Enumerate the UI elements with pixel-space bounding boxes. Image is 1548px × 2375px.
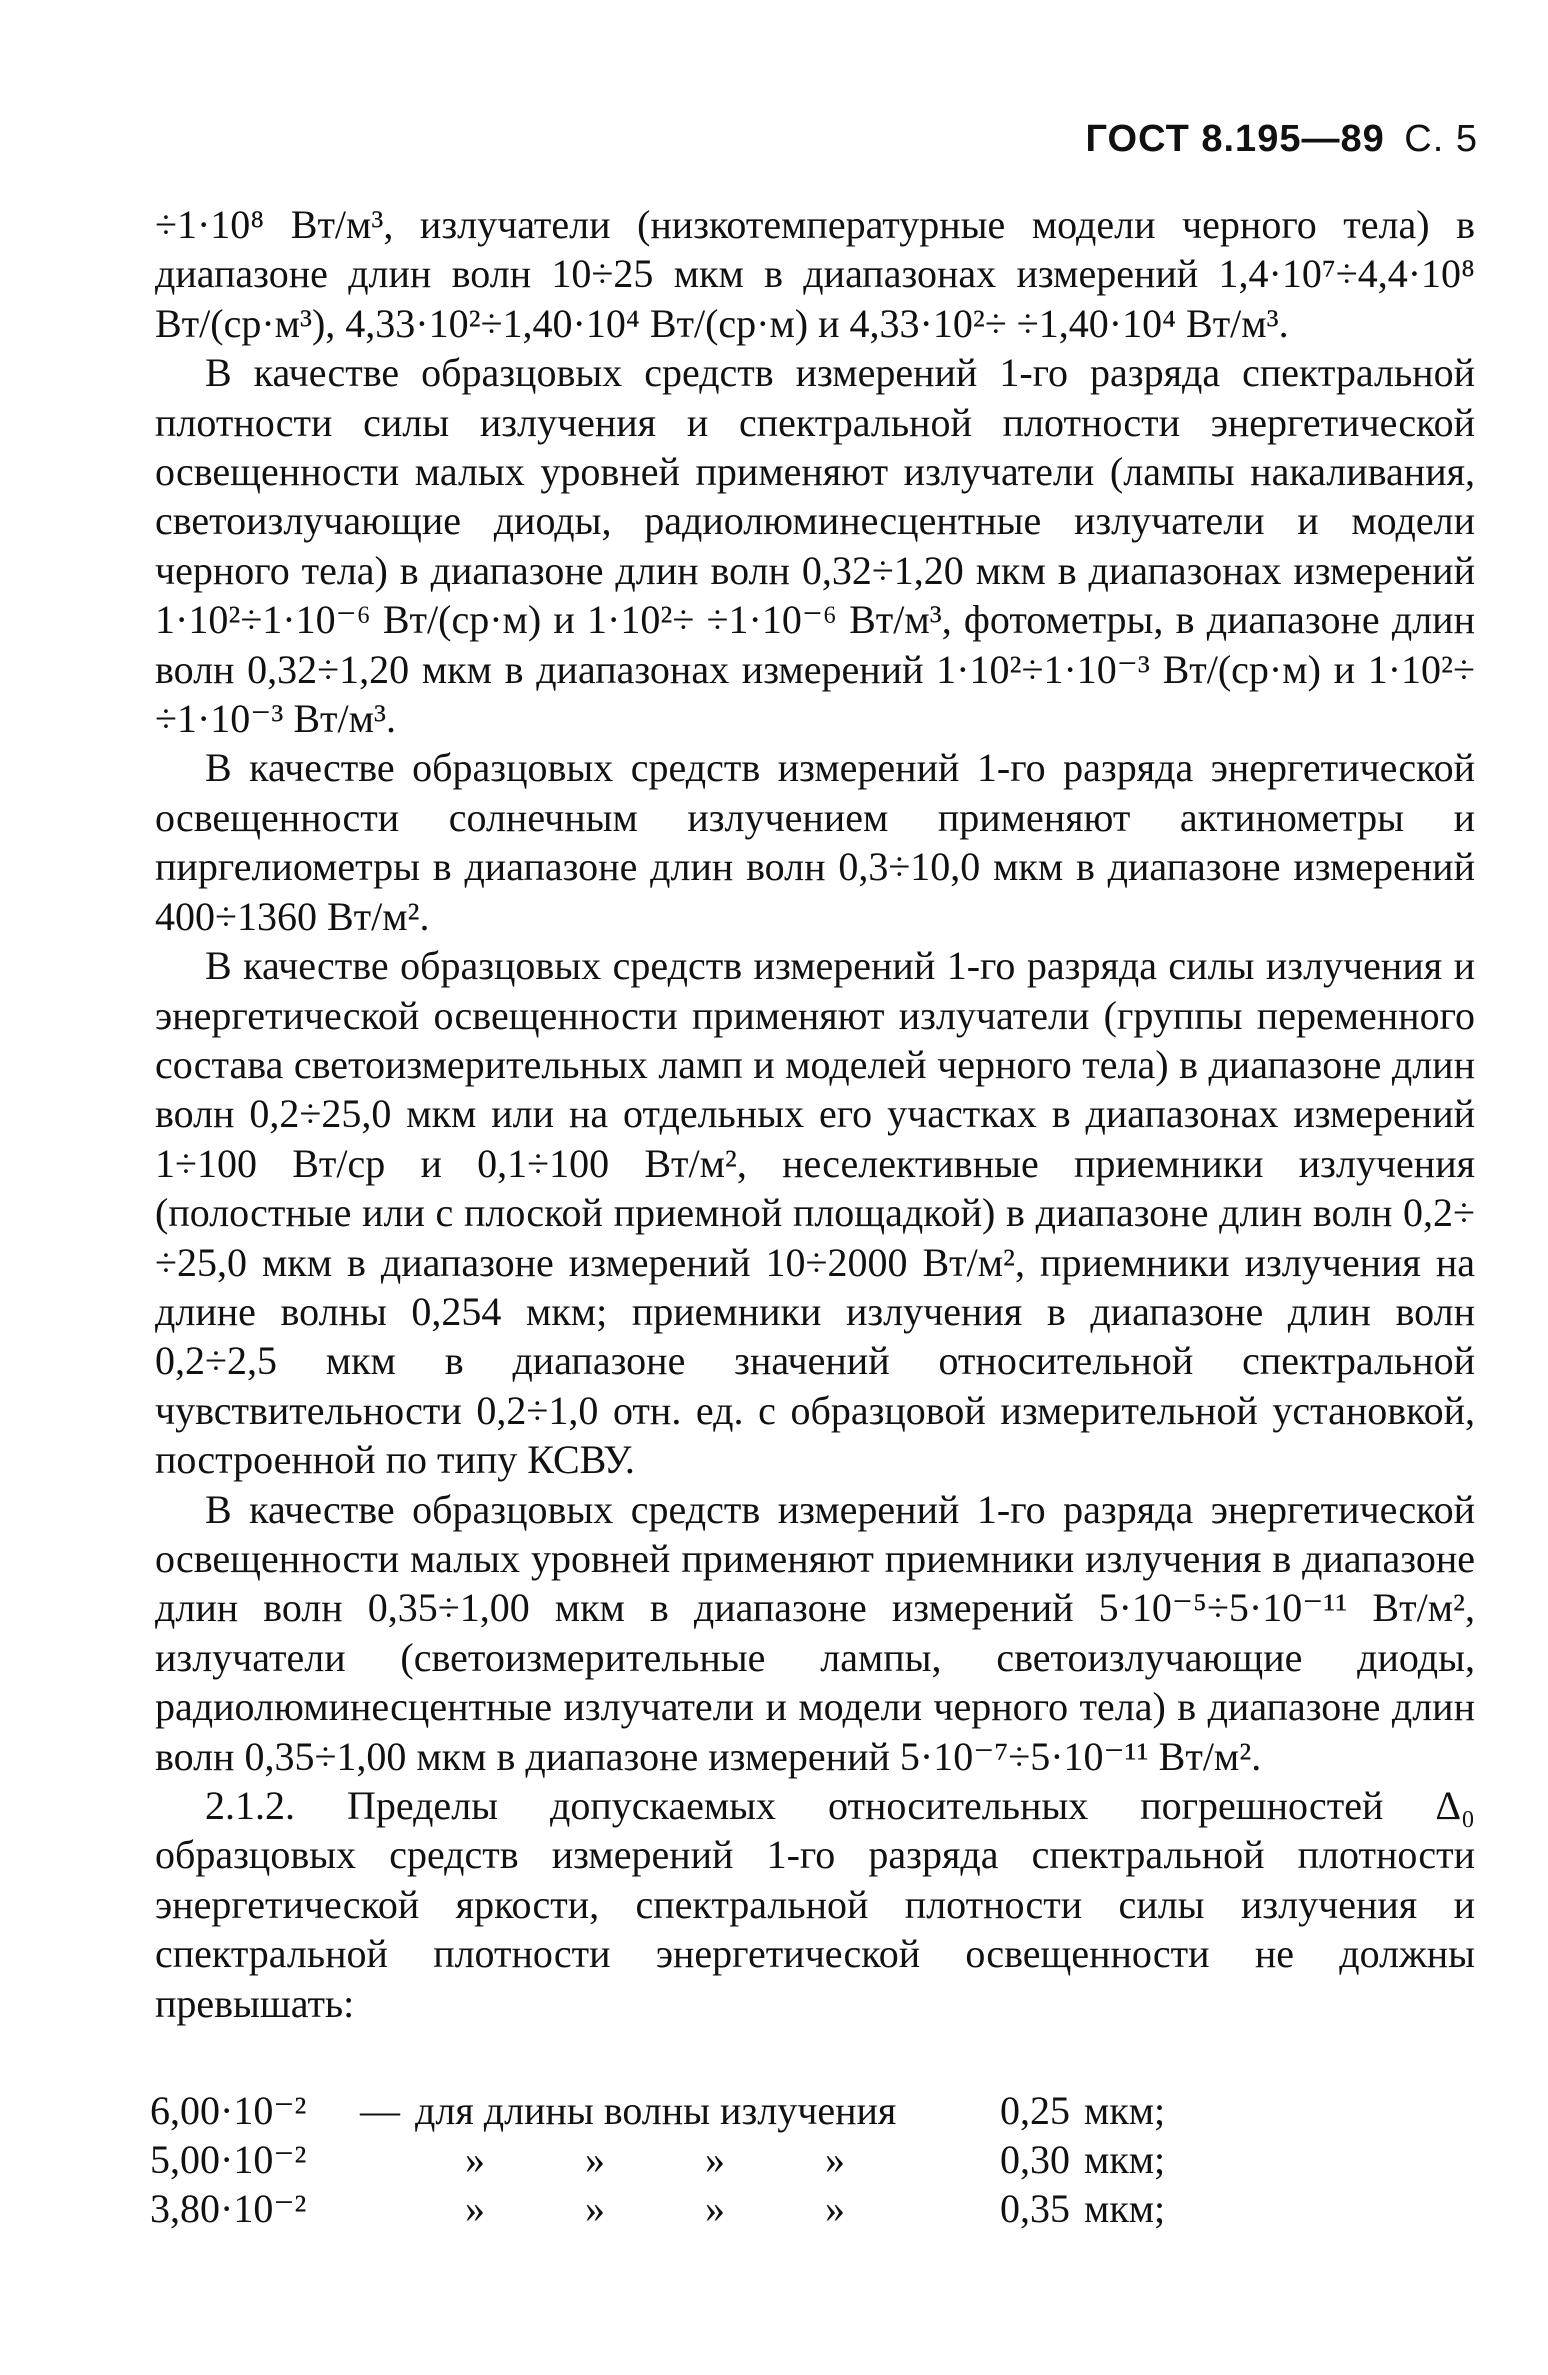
- ditto-mark: »: [585, 2137, 605, 2182]
- body-text: [155, 200, 1475, 2028]
- limit-unit: мкм;: [1084, 2186, 1166, 2231]
- page-header: [1086, 118, 1479, 161]
- paragraph-solar-irradiance: В качестве образцовых средств измерений 1-го разряда энергетической освещенности солнечным излучением применяют актинометры и пиргелиометры в диапазоне длин волн 0,3÷10,0 мкм в диапазоне измерений 400÷1360 Вт/м².: [155, 745, 1475, 939]
- paragraph-radiant-intensity: В качестве образцовых средств измерений 1-го разряда силы излучения и энергетической освещенности применяют излучатели (группы переменного состава светоизмерительных ламп и моделей черного тела) в диапазоне длин волн 0,2÷25,0 мкм или на отдельных его участках в диапазонах измерений 1÷100 Вт/ср и 0,1÷100 Вт/м², неселективные приемники излучения (полостные или с плоской приемной площадкой) в диапазоне длин волн 0,2÷ ÷25,0 мкм в диапазоне измерений 10÷2000 Вт/м², приемники излучения на длине волны 0,254 мкм; приемники излучения в диапазоне длин волн 0,2÷2,5 мкм в диапазоне значений относительной спектральной чувствительности 0,2÷1,0 отн. ед. с образцовой измерительной установкой, построенной по типу КСВУ.: [155, 943, 1475, 1483]
- ditto-mark: »: [705, 2137, 725, 2182]
- paragraph-2-1-2: 2.1.2. Пределы допускаемых относительных погрешностей Δ₀ образцовых средств измерений 1-го разряда спектральной плотности энергетической яркости, спектральной плотности силы излучения и спектральной плотности энергетической освещенности не должны превышать:: [155, 1783, 1475, 2026]
- ditto-marks: [415, 2135, 970, 2184]
- paragraph-continuation: ÷1·10⁸ Вт/м³, излучатели (низкотемпературные модели черного тела) в диапазоне длин волн 10÷25 мкм в диапазонах измерений 1,4·10⁷÷4,4·10⁸ Вт/(ср·м³), 4,33·10²÷1,40·10⁴ Вт/(ср·м) и 4,33·10²÷ ÷1,40·10⁴ Вт/м³.: [155, 202, 1475, 346]
- limit-row: [150, 2184, 1194, 2233]
- ditto-mark: »: [825, 2137, 845, 2182]
- paragraph-spectral-intensity: В качестве образцовых средств измерений 1-го разряда спектральной плотности силы излучения и спектральной плотности энергетической освещенности малых уровней применяют излучатели (лампы накаливания, светоизлучающие диоды, радиолюминесцентные излучатели и модели черного тела) в диапазоне длин волн 0,32÷1,20 мкм в диапазонах измерений 1·10²÷1·10⁻⁶ Вт/(ср·м) и 1·10²÷ ÷1·10⁻⁶ Вт/м³, фотометры, в диапазоне длин волн 0,32÷1,20 мкм в диапазонах измерений 1·10²÷1·10⁻³ Вт/(ср·м) и 1·10²÷ ÷1·10⁻³ Вт/м³.: [155, 350, 1475, 742]
- limit-dash: —: [360, 2088, 400, 2133]
- limit-row: [150, 2086, 1194, 2135]
- limit-row: [150, 2135, 1194, 2184]
- ditto-marks: [415, 2184, 970, 2233]
- ditto-mark: »: [825, 2186, 845, 2231]
- limit-wavelength: 0,30: [1000, 2137, 1070, 2182]
- document-title: ГОСТ 8.195—89: [1085, 118, 1385, 160]
- limit-value: 3,80·10⁻²: [150, 2186, 307, 2231]
- limit-value: 5,00·10⁻²: [150, 2137, 307, 2182]
- paragraph-low-level-irradiance: В качестве образцовых средств измерений 1-го разряда энергетической освещенности малых уровней применяют приемники излучения в диапазоне длин волн 0,35÷1,00 мкм в диапазоне измерений 5·10⁻⁵÷5·10⁻¹¹ Вт/м², излучатели (светоизмерительные лампы, светоизлучающие диоды, радиолюминесцентные излучатели и модели черного тела) в диапазоне длин волн 0,35÷1,00 мкм в диапазоне измерений 5·10⁻⁷÷5·10⁻¹¹ Вт/м².: [155, 1486, 1475, 1779]
- limit-wavelength: 0,25: [1000, 2088, 1070, 2133]
- limit-value: 6,00·10⁻²: [150, 2088, 307, 2133]
- limit-unit: мкм;: [1084, 2088, 1166, 2133]
- ditto-mark: »: [585, 2186, 605, 2231]
- ditto-mark: »: [465, 2137, 485, 2182]
- error-limits-list: [150, 2086, 1194, 2233]
- limit-description: для длины волны излучения: [415, 2088, 897, 2133]
- limit-unit: мкм;: [1084, 2137, 1166, 2182]
- page-number: С. 5: [1404, 118, 1478, 160]
- limit-wavelength: 0,35: [1000, 2186, 1070, 2231]
- ditto-mark: »: [465, 2186, 485, 2231]
- ditto-mark: »: [705, 2186, 725, 2231]
